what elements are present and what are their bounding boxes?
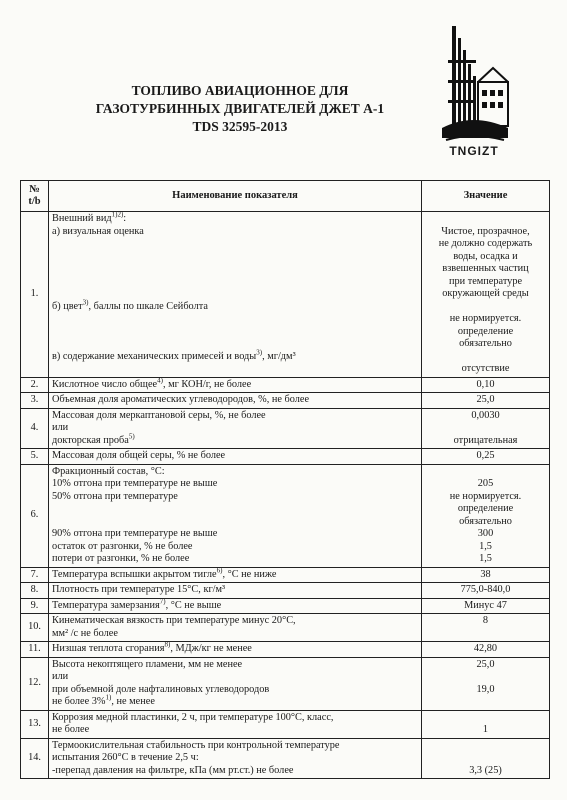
value-text: 3,3 (25): [469, 764, 502, 776]
value-line: [425, 276, 546, 289]
table-row: [21, 377, 550, 393]
footnote-ref: 6): [216, 566, 223, 575]
parameter-line: [52, 450, 418, 463]
parameter-line: [52, 615, 418, 628]
value-line: [425, 528, 546, 541]
parameter-text: Кислотное число общее: [52, 378, 158, 390]
value-cell: [422, 393, 550, 409]
parameter-line: [52, 740, 418, 753]
parameter-text: испытания 260°С в течение 2,5 ч:: [52, 752, 199, 763]
table-row: [21, 710, 550, 738]
parameter-line: [52, 226, 418, 239]
value-cell: [422, 598, 550, 614]
table-row: [21, 738, 550, 779]
parameter-line: [52, 752, 418, 765]
value-text: Чистое, прозрачное,: [441, 225, 530, 237]
value-text: 300: [477, 528, 494, 539]
footnote-ref: 4): [157, 376, 163, 385]
row-number: 8.: [21, 583, 49, 599]
parameter-cell: [49, 464, 422, 567]
parameter-text: Объемная доля ароматических углеводородов, %, не более: [52, 394, 310, 405]
parameter-text-tail: :: [123, 213, 127, 224]
value-text: окружающей среды: [442, 288, 529, 299]
table-row: [21, 408, 550, 449]
value-line: [425, 450, 546, 463]
footnote-ref: 7): [159, 597, 166, 606]
parameter-text: остаток от разгонки, % не более: [52, 540, 193, 552]
parameter-text-tail: , не менее: [111, 696, 155, 707]
row-number: 9.: [21, 598, 49, 614]
value-line: [425, 251, 546, 264]
parameter-text: Коррозия медной пластинки, 2 ч, при температуре 100°С, класс,: [52, 711, 334, 723]
value-text: воды, осадка и: [453, 250, 518, 262]
table-row: [21, 657, 550, 710]
value-line: [425, 288, 546, 301]
table-row: [21, 567, 550, 583]
row-number: 3.: [21, 393, 49, 409]
table-row: [21, 464, 550, 567]
parameter-text: Внешний вид: [52, 213, 112, 224]
value-text: 0,25: [476, 450, 495, 461]
parameter-text: Высота некоптящего пламени, мм не менее: [52, 658, 243, 670]
value-text: обязательно: [459, 515, 512, 527]
footnote-ref: 5): [128, 432, 135, 441]
parameter-line: [52, 712, 418, 725]
parameter-text: или: [52, 422, 69, 433]
parameter-text: а) визуальная оценка: [52, 225, 144, 237]
refinery-logo-icon: [432, 20, 514, 160]
parameter-line: [52, 466, 418, 479]
parameter-line: [52, 210, 418, 226]
parameter-line: [52, 376, 418, 392]
value-text: Минус 47: [464, 599, 507, 611]
value-cell: [422, 738, 550, 779]
value-cell: [422, 657, 550, 710]
parameter-line: [52, 584, 418, 597]
footnote-ref: 8): [164, 640, 171, 649]
header-parameter: Наименование показателя: [49, 181, 422, 212]
parameter-line: [52, 628, 418, 641]
value-text: 19,0: [476, 683, 495, 695]
parameter-cell: [49, 212, 422, 378]
value-line: [425, 765, 546, 778]
value-line: [425, 238, 546, 251]
value-line: [425, 326, 546, 339]
table-row: [21, 449, 550, 465]
parameter-text-tail: , мг/дм³: [262, 350, 296, 362]
parameter-line: [52, 528, 418, 541]
title-line-3: TDS 32595-2013: [192, 119, 288, 134]
specification-table: [20, 180, 550, 779]
value-line: [425, 584, 546, 597]
parameter-text: не более 3%: [52, 696, 106, 707]
value-line: [425, 615, 546, 628]
value-text: не нормируется.: [449, 313, 522, 324]
parameter-text: Плотность при температуре 15°С, кг/м³: [52, 584, 226, 595]
value-text: 205: [477, 478, 494, 489]
parameter-text: Температура замерзания: [52, 599, 160, 611]
value-text: 25,0: [476, 658, 495, 670]
value-cell: [422, 567, 550, 583]
value-line: [425, 724, 546, 737]
parameter-line: [52, 348, 418, 364]
value-text: 25,0: [476, 394, 495, 405]
value-cell: [422, 583, 550, 599]
parameter-line: [52, 394, 418, 407]
parameter-text: или: [52, 671, 69, 682]
row-number: 4.: [21, 408, 49, 449]
title-line-1: ТОПЛИВО АВИАЦИОННОЕ ДЛЯ: [131, 83, 349, 98]
row-number: 10.: [21, 614, 49, 642]
parameter-text-tail: , МДж/кг не менее: [170, 643, 252, 654]
parameter-line: [52, 491, 418, 504]
value-cell: [422, 614, 550, 642]
value-cell: [422, 710, 550, 738]
parameter-line: [52, 724, 418, 737]
row-number: 14.: [21, 738, 49, 779]
value-line: [425, 643, 546, 656]
value-cell: [422, 377, 550, 393]
parameter-text: Массовая доля общей серы, % не более: [52, 450, 226, 461]
parameter-text: Фракционный состав, °С:: [52, 465, 165, 477]
value-line: [425, 503, 546, 516]
value-line: [425, 410, 546, 423]
value-line: [425, 478, 546, 491]
parameter-text-tail: , мг КОН/г, не более: [162, 378, 252, 390]
parameter-text: Термоокислительная стабильность при контрольной температуре: [52, 739, 340, 751]
logo-text: TNGIZT: [449, 144, 499, 158]
table-row: [21, 212, 550, 378]
parameter-line: [52, 640, 418, 656]
value-line: [425, 363, 546, 376]
parameter-text: в) содержание механических примесей и воды: [52, 350, 257, 362]
parameter-text: Температура вспышки акрытом тигле: [52, 568, 217, 580]
row-number: 2.: [21, 377, 49, 393]
parameter-text: 10% отгона при температуре не выше: [52, 478, 218, 489]
table-row: [21, 614, 550, 642]
document-title: [60, 82, 420, 136]
row-number: 1.: [21, 212, 49, 378]
value-text: не нормируется.: [449, 490, 522, 502]
value-cell: [422, 642, 550, 658]
value-line: [425, 394, 546, 407]
parameter-cell: [49, 738, 422, 779]
value-line: [425, 435, 546, 448]
table-header-row: [21, 181, 550, 212]
parameter-line: [52, 553, 418, 566]
value-text: 8: [482, 615, 489, 626]
row-number: 6.: [21, 464, 49, 567]
value-line: [425, 226, 546, 239]
parameter-line: [52, 597, 418, 613]
parameter-line: [52, 765, 418, 778]
parameter-line: [52, 410, 418, 423]
footnote-ref: 1)2): [111, 210, 124, 219]
header-value: Значение: [422, 181, 550, 212]
parameter-text: докторская проба: [52, 434, 129, 446]
value-text: обязательно: [459, 338, 512, 349]
value-text: взвешенных частиц: [442, 263, 529, 274]
parameter-line: [52, 693, 418, 709]
value-text: 1,5: [479, 553, 492, 564]
value-text: 42,80: [473, 643, 498, 654]
table-row: [21, 583, 550, 599]
parameter-text: Низшая теплота сгорания: [52, 643, 165, 654]
footnote-ref: 3): [82, 298, 89, 307]
parameter-cell: [49, 408, 422, 449]
parameter-text: -перепад давления на фильтре, кПа (мм рт.ст.) не более: [52, 764, 294, 776]
parameter-text-tail: , баллы по шкале Сейболта: [88, 300, 208, 312]
value-text: не должно содержать: [438, 238, 533, 249]
value-line: [425, 600, 546, 613]
parameter-line: [52, 566, 418, 582]
parameter-text: 90% отгона при температуре не выше: [52, 528, 218, 539]
row-number: 5.: [21, 449, 49, 465]
value-line: [425, 569, 546, 582]
table-row: [21, 393, 550, 409]
value-text: определение: [457, 325, 514, 337]
parameter-cell: [49, 393, 422, 409]
value-line: [425, 379, 546, 392]
value-text: 1: [482, 724, 489, 735]
value-cell: [422, 212, 550, 378]
parameter-cell: [49, 710, 422, 738]
value-line: [425, 516, 546, 529]
parameter-cell: [49, 377, 422, 393]
parameter-line: [52, 432, 418, 448]
parameter-line: [52, 478, 418, 491]
value-text: определение: [457, 503, 514, 514]
footnote-ref: 3): [256, 348, 263, 357]
value-text: 0,10: [476, 378, 495, 390]
row-number: 13.: [21, 710, 49, 738]
value-text: отсутствие: [461, 363, 510, 374]
value-line: [425, 541, 546, 554]
value-text: отрицательная: [453, 434, 518, 446]
row-number: 11.: [21, 642, 49, 658]
parameter-cell: [49, 583, 422, 599]
footnote-ref: 1): [105, 693, 112, 702]
row-number: 7.: [21, 567, 49, 583]
value-line: [425, 553, 546, 566]
parameter-cell: [49, 614, 422, 642]
value-cell: [422, 408, 550, 449]
parameter-text: Массовая доля меркаптановой серы, %, не более: [52, 409, 266, 421]
parameter-line: [52, 422, 418, 435]
parameter-cell: [49, 449, 422, 465]
parameter-cell: [49, 642, 422, 658]
parameter-cell: [49, 598, 422, 614]
parameter-text: 50% отгона при температуре: [52, 490, 178, 502]
parameter-line: [52, 659, 418, 672]
value-text: 1,5: [479, 540, 492, 552]
value-line: [425, 338, 546, 351]
parameter-line: [52, 298, 418, 314]
parameter-text: потери от разгонки, % не более: [52, 553, 190, 564]
value-text: 0,0030: [471, 409, 500, 421]
title-line-2: ГАЗОТУРБИННЫХ ДВИГАТЕЛЕЙ ДЖЕТ А-1: [95, 101, 385, 116]
value-line: [425, 491, 546, 504]
parameter-text-tail: , °С не выше: [165, 599, 222, 611]
value-line: [425, 684, 546, 697]
row-number: 12.: [21, 657, 49, 710]
value-text: при температуре: [448, 275, 523, 287]
value-text: 775,0-840,0: [460, 584, 511, 595]
table-row: [21, 598, 550, 614]
parameter-text-tail: , °С не ниже: [222, 568, 277, 580]
parameter-cell: [49, 567, 422, 583]
table-row: [21, 642, 550, 658]
parameter-text: мм² /с не более: [52, 627, 118, 639]
parameter-text: б) цвет: [52, 300, 83, 312]
parameter-text: при объемной доле нафталиновых углеводородов: [52, 683, 270, 695]
value-line: [425, 263, 546, 276]
parameter-cell: [49, 657, 422, 710]
value-cell: [422, 449, 550, 465]
header-number: № t/b: [21, 181, 49, 212]
parameter-text: Кинематическая вязкость при температуре минус 20°С,: [52, 615, 296, 626]
parameter-line: [52, 541, 418, 554]
parameter-line: [52, 671, 418, 684]
value-cell: [422, 464, 550, 567]
value-line: [425, 659, 546, 672]
value-text: 38: [480, 568, 491, 580]
value-line: [425, 313, 546, 326]
parameter-text: не более: [52, 724, 90, 735]
